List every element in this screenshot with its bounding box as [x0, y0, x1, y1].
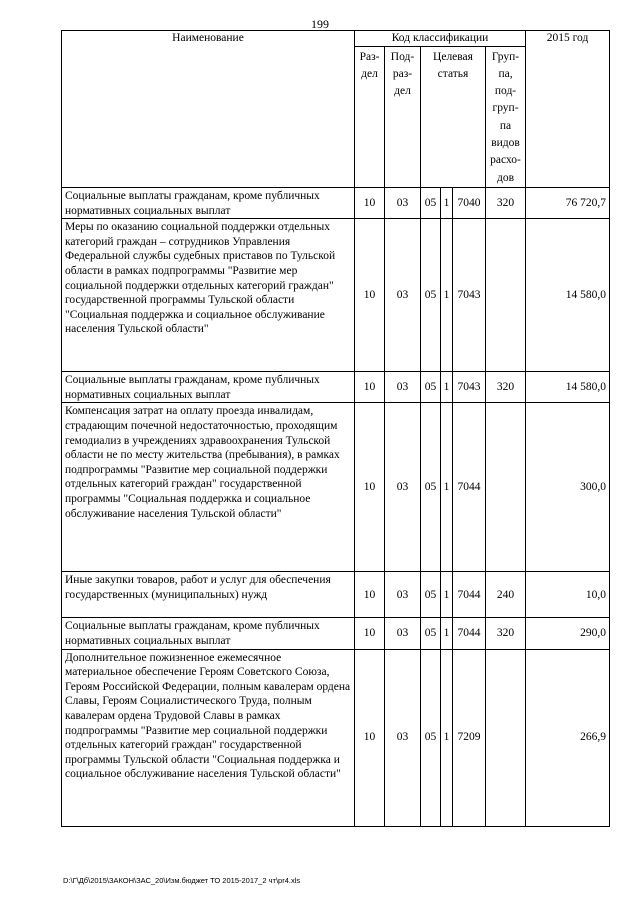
row-expense-type: 320 [486, 618, 526, 649]
header-group: Груп- па, под- груп- па видов расхо- дов [486, 46, 526, 187]
row-expense-type [486, 219, 526, 372]
table-row [62, 618, 610, 649]
row-value-2015: 14 580,0 [526, 219, 610, 372]
row-expense-type: 240 [486, 572, 526, 618]
row-target-subprogram: 1 [441, 187, 453, 218]
row-target-program: 05 [421, 219, 441, 372]
header-target: Целевая статья [421, 46, 486, 187]
row-value-2015: 10,0 [526, 572, 610, 618]
row-target-code: 7044 [453, 572, 486, 618]
row-value-2015: 300,0 [526, 403, 610, 572]
row-razdel: 10 [355, 372, 385, 403]
row-podrazdel: 03 [385, 403, 421, 572]
row-podrazdel: 03 [385, 187, 421, 218]
table-row [62, 572, 610, 618]
row-name: Социальные выплаты гражданам, кроме публичных нормативных социальных выплат [62, 187, 355, 218]
footer-file-path: D:\Г\Дб\2015\ЗАКОН\ЗАС_20\Изм.бюджет ТО 2015-2017_2 чт\pr4.xls [63, 876, 301, 885]
row-target-program: 05 [421, 187, 441, 218]
row-value-2015: 266,9 [526, 649, 610, 826]
page-number: 199 [311, 17, 329, 31]
row-target-subprogram: 1 [441, 372, 453, 403]
row-target-program: 05 [421, 618, 441, 649]
row-target-subprogram: 1 [441, 403, 453, 572]
budget-table [61, 30, 610, 827]
row-razdel: 10 [355, 187, 385, 218]
row-razdel: 10 [355, 572, 385, 618]
header-name: Наименование [62, 31, 355, 188]
table-row [62, 403, 610, 572]
row-podrazdel: 03 [385, 618, 421, 649]
header-code: Код классификации [355, 31, 526, 47]
row-name: Дополнительное пожизненное ежемесячное материальное обеспечение Героям Советского Союза, Героям Российской Федерации, полным кавалерам ордена Славы, Героям Социалистического Труда, полным кавалерам ордена Трудовой Славы в рамках подпрограммы "Развитие мер социальной поддержки отдельных категорий граждан" государственной программы Тульской области "Социальная поддержка и социальное обслуживание населения Тульской области" [62, 649, 355, 826]
table-row [62, 219, 610, 372]
row-podrazdel: 03 [385, 219, 421, 372]
row-target-subprogram: 1 [441, 572, 453, 618]
row-target-code: 7044 [453, 403, 486, 572]
row-target-subprogram: 1 [441, 219, 453, 372]
row-target-program: 05 [421, 403, 441, 572]
row-expense-type [486, 649, 526, 826]
row-expense-type [486, 403, 526, 572]
row-podrazdel: 03 [385, 372, 421, 403]
row-value-2015: 290,0 [526, 618, 610, 649]
row-name: Меры по оказанию социальной поддержки отдельных категорий граждан – сотрудников Управления Федеральной службы судебных приставов по Тульской области в рамках подпрограммы "Развитие мер социальной поддержки отдельных категорий граждан" государственной программы Тульской области "Социальная поддержка и социальное обслуживание населения Тульской области" [62, 219, 355, 372]
header-razdel: Раз- дел [355, 46, 385, 187]
row-target-code: 7043 [453, 372, 486, 403]
row-razdel: 10 [355, 219, 385, 372]
row-target-program: 05 [421, 572, 441, 618]
header-podrazdel: Под- раз- дел [385, 46, 421, 187]
row-razdel: 10 [355, 403, 385, 572]
row-target-code: 7044 [453, 618, 486, 649]
row-podrazdel: 03 [385, 572, 421, 618]
row-name: Социальные выплаты гражданам, кроме публичных нормативных социальных выплат [62, 372, 355, 403]
row-razdel: 10 [355, 649, 385, 826]
table-row [62, 187, 610, 218]
row-target-subprogram: 1 [441, 618, 453, 649]
table-row [62, 372, 610, 403]
row-razdel: 10 [355, 618, 385, 649]
row-target-program: 05 [421, 372, 441, 403]
row-target-code: 7209 [453, 649, 486, 826]
header-year: 2015 год [526, 31, 610, 188]
row-target-code: 7040 [453, 187, 486, 218]
row-value-2015: 14 580,0 [526, 372, 610, 403]
row-value-2015: 76 720,7 [526, 187, 610, 218]
row-target-subprogram: 1 [441, 649, 453, 826]
row-name: Компенсация затрат на оплату проезда инвалидам, страдающим почечной недостаточностью, проходящим гемодиализ в учреждениях здравоохранения Тульской области не по месту жительства (пребывания), в рамках подпрограммы "Развитие мер социальной поддержки отдельных категорий граждан" государственной программы "Социальная поддержка и социальное обслуживание населения Тульской области" [62, 403, 355, 572]
row-name: Социальные выплаты гражданам, кроме публичных нормативных социальных выплат [62, 618, 355, 649]
row-name: Иные закупки товаров, работ и услуг для обеспечения государственных (муниципальных) нужд [62, 572, 355, 618]
row-expense-type: 320 [486, 187, 526, 218]
row-podrazdel: 03 [385, 649, 421, 826]
row-target-code: 7043 [453, 219, 486, 372]
row-expense-type: 320 [486, 372, 526, 403]
table-row [62, 649, 610, 826]
row-target-program: 05 [421, 649, 441, 826]
